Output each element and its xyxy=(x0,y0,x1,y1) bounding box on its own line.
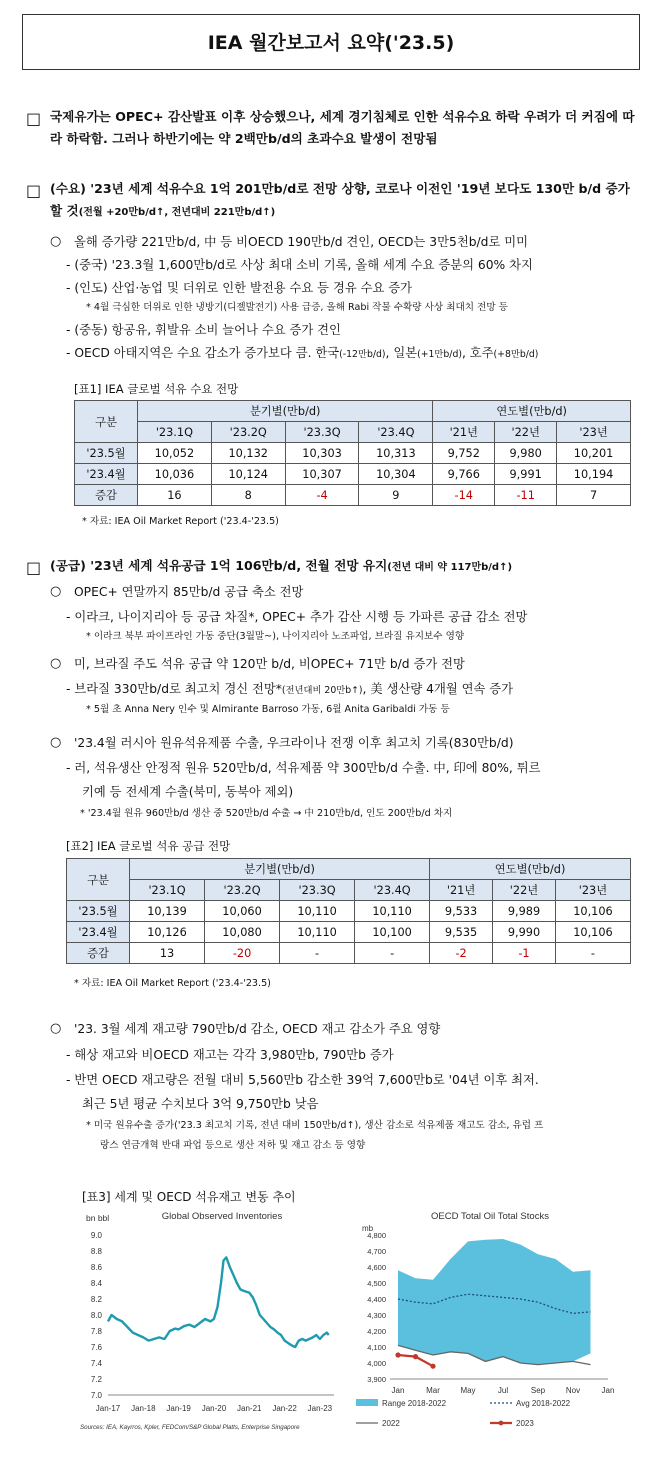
table-cell: 10,080 xyxy=(205,922,280,943)
global-inventories-chart xyxy=(72,1205,342,1437)
demand-detail-mideast: - (중동) 항공유, 휘발유 소비 늘어나 수요 증가 견인 xyxy=(66,323,341,337)
table-row-label: '23.5월 xyxy=(67,901,130,922)
demand-detail-oecd-asia xyxy=(66,344,538,364)
table-row xyxy=(75,443,631,464)
series-point-2023 xyxy=(413,1354,418,1359)
table2-caption: [표2] IEA 글로벌 석유 공급 전망 xyxy=(66,839,231,853)
table-row-label: 증감 xyxy=(67,943,130,964)
table-cell: -4 xyxy=(285,485,359,506)
x-tick-label: Jan-18 xyxy=(131,1404,156,1413)
demand-heading-note: (전월 +20만b/d↑, 전년대비 221만b/d↑) xyxy=(78,207,276,218)
table-cell: 10,303 xyxy=(285,443,359,464)
legend-label-2023: 2023 xyxy=(516,1419,534,1428)
table-col-header: '23.1Q xyxy=(138,422,212,443)
table-cell: 10,060 xyxy=(205,901,280,922)
table-cell: 9,980 xyxy=(495,443,557,464)
x-tick-label: Jan-17 xyxy=(95,1404,121,1413)
supply-detail-3b: 키예 등 전세계 수출(북미, 동북아 제외) xyxy=(82,785,294,799)
table-col-header: '23.3Q xyxy=(285,422,359,443)
table-cell: - xyxy=(555,943,630,964)
us-text: , 美 생산량 4개월 연속 증가 xyxy=(362,682,514,696)
bullet-square: □ xyxy=(26,109,42,128)
legend-swatch-range xyxy=(356,1399,378,1406)
table-cell: 10,110 xyxy=(280,922,355,943)
table-col-header: '23년 xyxy=(557,422,631,443)
table-header-quarterly: 분기별(만b/d) xyxy=(138,401,433,422)
x-tick-label: May xyxy=(460,1386,476,1395)
y-tick-label: 7.8 xyxy=(90,1327,102,1336)
table-cell: 10,132 xyxy=(211,443,285,464)
table-cell: 10,110 xyxy=(355,901,430,922)
bullet-square: □ xyxy=(26,558,42,577)
demand-point-1: 올해 증가량 221만b/d, 中 등 비OECD 190만b/d 견인, OECD는 3만5천b/d로 미미 xyxy=(74,235,529,249)
table-header-annual: 연도별(만b/d) xyxy=(430,859,631,880)
x-tick-label: Sep xyxy=(530,1386,546,1395)
table-col-header: '23.4Q xyxy=(355,880,430,901)
y-tick-label: 3,900 xyxy=(367,1375,386,1384)
demand-table xyxy=(74,400,631,506)
table-cell: 10,124 xyxy=(211,464,285,485)
table-cell: - xyxy=(280,943,355,964)
y-tick-label: 7.0 xyxy=(90,1391,102,1400)
x-tick-label: Jul xyxy=(497,1386,509,1395)
table-cell: 9 xyxy=(359,485,433,506)
legend-label-2022: 2022 xyxy=(382,1419,400,1428)
table1-caption: [표1] IEA 글로벌 석유 수요 전망 xyxy=(74,382,239,396)
brazil-note: (전년대비 20만b↑) xyxy=(281,685,363,696)
demand-detail-china: - (중국) '23.3월 1,600만b/d로 사상 최대 소비 기록, 올해 세계 수요 증분의 60% 차지 xyxy=(66,258,533,272)
table-row xyxy=(67,901,631,922)
table2-source: * 자료: IEA Oil Market Report ('23.4-'23.5) xyxy=(74,978,271,989)
supply-heading-main: (공급) '23년 세계 석유공급 1억 106만b/d, 전월 전망 유지 xyxy=(50,558,388,573)
supply-note-3: * '23.4월 원유 960만b/d 생산 중 520만b/d 수출 → 中 210만b/d, 인도 200만b/d 차지 xyxy=(80,808,453,819)
table-col-header: '21년 xyxy=(430,880,493,901)
korea-value: (-12만b/d) xyxy=(339,349,386,360)
japan-label: , 일본 xyxy=(385,346,418,360)
stocks-note-1b: 랑스 연금개혁 반대 파업 등으로 생산 저하 및 재고 감소 등 영향 xyxy=(100,1140,366,1151)
x-tick-label: Jan xyxy=(391,1386,405,1395)
x-tick-label: Jan xyxy=(601,1386,615,1395)
table1-source: * 자료: IEA Oil Market Report ('23.4-'23.5) xyxy=(82,516,279,527)
table-col-header: '22년 xyxy=(495,422,557,443)
table-cell: 10,201 xyxy=(557,443,631,464)
y-tick-label: 9.0 xyxy=(90,1231,102,1240)
stocks-detail-2a: - 반면 OECD 재고량은 전월 대비 5,560만b 감소한 39억 7,600만b로 '04년 이후 최저. xyxy=(66,1073,539,1087)
table-row xyxy=(67,922,631,943)
x-tick-label: Jan-19 xyxy=(166,1404,191,1413)
y-tick-label: 8.8 xyxy=(90,1247,102,1256)
chart-source: Sources: IEA, Kayrros, Kpler, FEDCom/S&P Global Platts, Enterprise Singapore xyxy=(80,1424,300,1431)
table-row-label: '23.4월 xyxy=(75,464,138,485)
table-cell: 10,110 xyxy=(280,901,355,922)
supply-table xyxy=(66,858,631,964)
stocks-detail-2b: 최근 5년 평균 수치보다 3억 9,750만b 낮음 xyxy=(82,1097,319,1111)
australia-label: , 호주 xyxy=(461,346,494,360)
supply-detail-3a: - 러, 석유생산 안정적 원유 520만b/d, 석유제품 약 300만b/d 수출. 中, 印에 80%, 튀르 xyxy=(66,761,541,775)
table-cell: -1 xyxy=(493,943,556,964)
y-tick-label: 4,600 xyxy=(367,1263,386,1272)
supply-detail-1: - 이라크, 나이지리아 등 공급 차질*, OPEC+ 추가 감산 시행 등 가파른 공급 감소 전망 xyxy=(66,610,528,624)
supply-point-2: 미, 브라질 주도 석유 공급 약 120만 b/d, 비OPEC+ 71만 b/d 증가 전망 xyxy=(74,657,465,671)
x-tick-label: Mar xyxy=(426,1386,440,1395)
legend-marker-2023 xyxy=(499,1421,504,1426)
y-tick-label: 4,000 xyxy=(367,1359,386,1368)
table-cell: -11 xyxy=(495,485,557,506)
y-tick-label: 4,300 xyxy=(367,1311,386,1320)
demand-detail-india: - (인도) 산업·농업 및 더위로 인한 발전용 수요 등 경유 수요 증가 xyxy=(66,281,413,295)
australia-value: (+8만b/d) xyxy=(493,349,539,360)
demand-circle-bullet: ○ xyxy=(50,234,62,249)
chart-title: OECD Total Oil Total Stocks xyxy=(431,1211,549,1222)
demand-note-india: * 4월 극심한 더위로 인한 냉방기(디젤발전기) 사용 급증, 올해 Rabi 작물 수확량 사상 최대치 전망 등 xyxy=(86,302,508,313)
table-cell: 8 xyxy=(211,485,285,506)
table-cell: 9,991 xyxy=(495,464,557,485)
table-row xyxy=(75,464,631,485)
table-cell: 16 xyxy=(138,485,212,506)
x-tick-label: Nov xyxy=(565,1386,581,1395)
table-cell: 10,304 xyxy=(359,464,433,485)
legend-label-range: Range 2018-2022 xyxy=(382,1399,447,1408)
table-col-header: '23년 xyxy=(555,880,630,901)
series-point-2023 xyxy=(395,1352,400,1357)
table-cell: 10,106 xyxy=(555,901,630,922)
y-tick-label: 4,500 xyxy=(367,1279,386,1288)
table-cell: 10,100 xyxy=(355,922,430,943)
supply-note-1: * 이라크 북부 파이프라인 가동 중단(3월말~), 나이지리아 노조파업, 브라질 유지보수 영향 xyxy=(86,631,465,642)
table-cell: 9,989 xyxy=(493,901,556,922)
y-tick-label: 4,700 xyxy=(367,1247,386,1256)
table-cell: -20 xyxy=(205,943,280,964)
table-cell: 9,535 xyxy=(430,922,493,943)
table-col-header: '22년 xyxy=(493,880,556,901)
table-cell: 9,990 xyxy=(493,922,556,943)
y-tick-label: 4,400 xyxy=(367,1295,386,1304)
table-col-header: '23.2Q xyxy=(205,880,280,901)
table-row-label: '23.5월 xyxy=(75,443,138,464)
supply-circle-bullet: ○ xyxy=(50,735,62,750)
supply-detail-2 xyxy=(66,680,513,700)
table-cell: 9,752 xyxy=(433,443,495,464)
stocks-point-1: '23. 3월 세계 재고량 790만b/d 감소, OECD 재고 감소가 주요 영향 xyxy=(74,1022,441,1036)
table-col-header: '23.4Q xyxy=(359,422,433,443)
y-tick-label: 8.0 xyxy=(90,1311,102,1320)
table-cell: 13 xyxy=(130,943,205,964)
table-cell: 9,766 xyxy=(433,464,495,485)
table-cell: -14 xyxy=(433,485,495,506)
japan-value: (+1만b/d) xyxy=(417,349,462,360)
table-cell: 10,307 xyxy=(285,464,359,485)
supply-circle-bullet: ○ xyxy=(50,584,62,599)
table-cell: 10,036 xyxy=(138,464,212,485)
stocks-circle-bullet: ○ xyxy=(50,1021,62,1036)
y-tick-label: 4,200 xyxy=(367,1327,386,1336)
table-row xyxy=(75,485,631,506)
table-header-group: 구분 xyxy=(75,401,138,443)
range-band xyxy=(398,1239,591,1365)
legend-label-avg: Avg 2018-2022 xyxy=(516,1399,571,1408)
table-cell: 9,533 xyxy=(430,901,493,922)
oecd-asia-text: - OECD 아태지역은 수요 감소가 증가보다 큼. 한국 xyxy=(66,346,340,360)
supply-point-3: '23.4월 러시아 원유석유제품 수출, 우크라이나 전쟁 이후 최고치 기록(830만b/d) xyxy=(74,736,514,750)
series-point-2023 xyxy=(430,1364,435,1369)
supply-note-2: * 5월 초 Anna Nery 인수 및 Almirante Barroso 가동, 6월 Anita Garibaldi 가동 등 xyxy=(86,704,450,715)
table-cell: 10,106 xyxy=(555,922,630,943)
demand-heading-main: (수요) '23년 세계 석유수요 1억 201만b/d로 전망 상향, 코로나 이전인 '19년 보다도 130만 b/d 증가할 것 xyxy=(50,181,630,218)
table-col-header: '23.3Q xyxy=(280,880,355,901)
bullet-square: □ xyxy=(26,181,42,200)
stocks-note-1a: * 미국 원유수출 증가('23.3 최고치 기록, 전년 대비 150만b/d↑), 생산 감소로 석유제품 재고도 감소, 유럽 프 xyxy=(86,1120,544,1131)
table-row-label: 증감 xyxy=(75,485,138,506)
table-cell: 7 xyxy=(557,485,631,506)
x-tick-label: Jan-21 xyxy=(237,1404,262,1413)
y-tick-label: 7.4 xyxy=(90,1359,102,1368)
oecd-stocks-chart xyxy=(350,1205,620,1437)
figure-caption: [표3] 세계 및 OECD 석유재고 변동 추이 xyxy=(82,1190,296,1204)
table-header-annual: 연도별(만b/d) xyxy=(433,401,631,422)
brazil-text: - 브라질 330만b/d로 최고치 경신 전망* xyxy=(66,682,282,696)
y-tick-label: 8.6 xyxy=(90,1263,102,1272)
table-row xyxy=(67,943,631,964)
table-col-header: '23.1Q xyxy=(130,880,205,901)
y-axis-label: bn bbl xyxy=(86,1213,110,1223)
x-tick-label: Jan-22 xyxy=(272,1404,297,1413)
supply-heading xyxy=(50,555,640,579)
table-cell: 10,313 xyxy=(359,443,433,464)
page-title: IEA 월간보고서 요약('23.5) xyxy=(22,14,640,70)
x-tick-label: Jan-20 xyxy=(201,1404,227,1413)
table-col-header: '23.2Q xyxy=(211,422,285,443)
table-cell: 10,126 xyxy=(130,922,205,943)
demand-heading xyxy=(50,178,640,224)
table-col-header: '21년 xyxy=(433,422,495,443)
table-header-quarterly: 분기별(만b/d) xyxy=(130,859,430,880)
supply-heading-note: (전년 대비 약 117만b/d↑) xyxy=(387,562,513,573)
x-tick-label: Jan-23 xyxy=(307,1404,333,1413)
chart-title: Global Observed Inventories xyxy=(161,1211,283,1222)
table-header-group: 구분 xyxy=(67,859,130,901)
table-cell: 10,139 xyxy=(130,901,205,922)
table-row-label: '23.4월 xyxy=(67,922,130,943)
table-cell: -2 xyxy=(430,943,493,964)
y-tick-label: 7.2 xyxy=(90,1375,102,1384)
supply-circle-bullet: ○ xyxy=(50,656,62,671)
inventory-line xyxy=(108,1257,329,1347)
y-axis-label: mb xyxy=(362,1224,374,1233)
supply-point-1: OPEC+ 연말까지 85만b/d 공급 축소 전망 xyxy=(74,585,304,599)
y-tick-label: 4,800 xyxy=(367,1231,386,1240)
y-tick-label: 4,100 xyxy=(367,1343,386,1352)
y-tick-label: 8.4 xyxy=(90,1279,102,1288)
table-cell: 10,194 xyxy=(557,464,631,485)
table-cell: - xyxy=(355,943,430,964)
y-tick-label: 8.2 xyxy=(90,1295,102,1304)
stocks-detail-1: - 해상 재고와 비OECD 재고는 각각 3,980만b, 790만b 증가 xyxy=(66,1048,394,1062)
table-cell: 10,052 xyxy=(138,443,212,464)
summary-paragraph: 국제유가는 OPEC+ 감산발표 이후 상승했으나, 세계 경기침체로 인한 석유수요 하락 우려가 더 커짐에 따라 하락함. 그러나 하반기에는 약 2백만b/d의 초과수요 발생이 전망됨 xyxy=(50,109,635,146)
y-tick-label: 7.6 xyxy=(90,1343,102,1352)
